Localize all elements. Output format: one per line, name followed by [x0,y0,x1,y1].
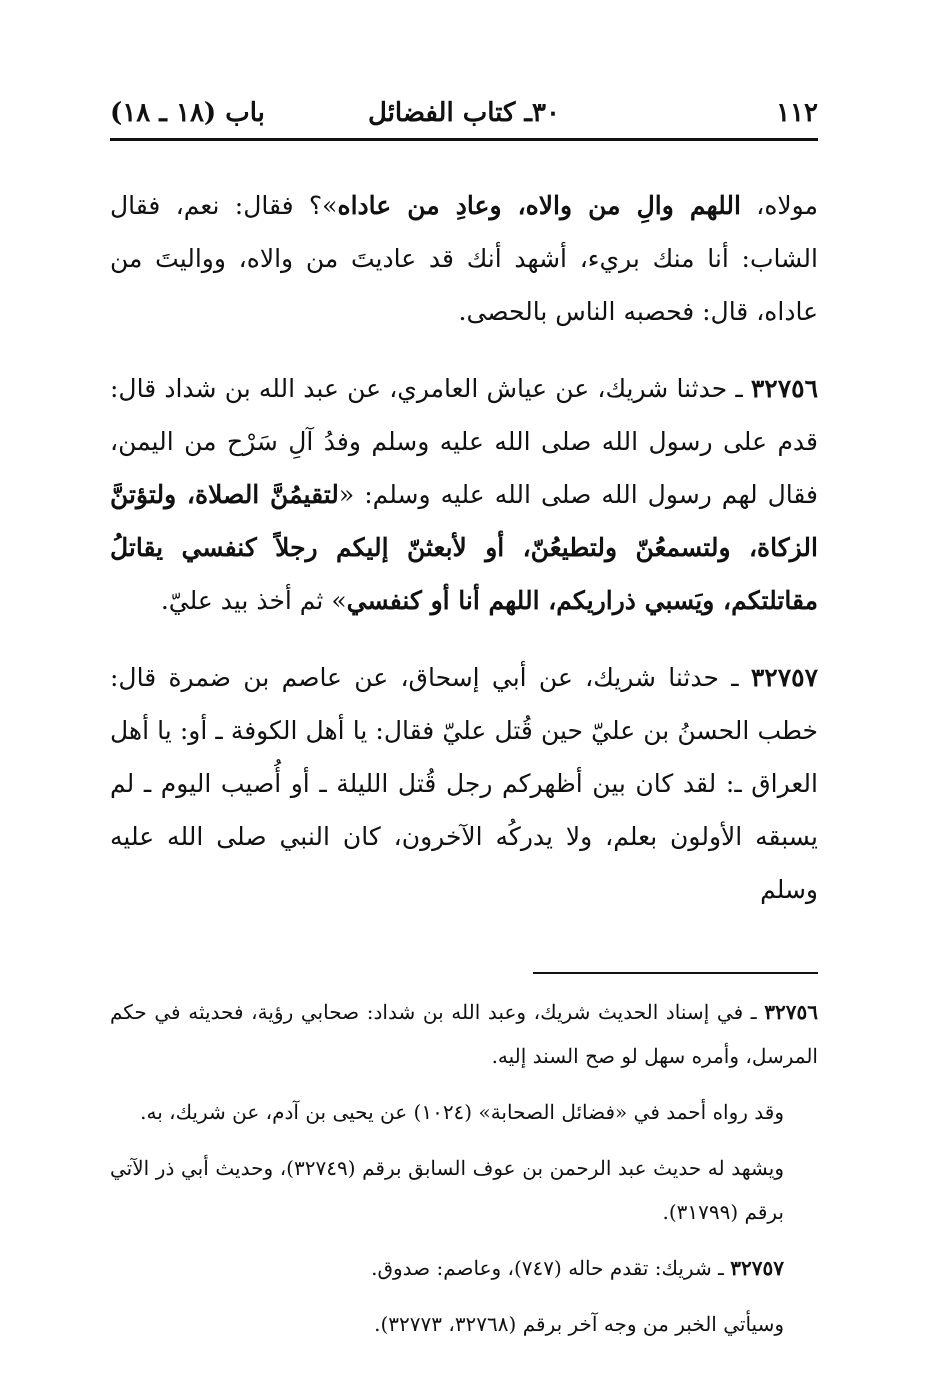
hadith-32757: ٣٢٧٥٧ ـ حدثنا شريك، عن أبي إسحاق، عن عاصم بن ضمرة قال: خطب الحسنُ بن عليّ حين قُتل عليّ فقال: يا أهل الكوفة ـ أو: يا أهل العراق ـ: لقد كان بين أظهركم رجل قُتل الليلة ـ أو أُصيب اليوم ـ لم يسبقه الأولون بعلم، ولا يدركُه الآخرون، كان النبي صلى الله عليه وسلم [110,663,818,904]
footnote-number: ٣٢٧٥٦ [764,1000,818,1024]
footnote-narration: وقد رواه أحمد في «فضائل الصحابة» (١٠٢٤) عن يحيى بن آدم، عن شريك، به. [140,1100,784,1124]
footnote-32757: ٣٢٧٥٧ ـ شريك: تقدم حاله (٧٤٧)، وعاصم: صدوق. [371,1256,784,1280]
chapter-reference: باب (١٨ ـ ١٨) [110,98,265,128]
hadith-32756: ٣٢٧٥٦ ـ حدثنا شريك، عن عياش العامري، عن عبد الله بن شداد قال: قدم على رسول الله صلى الله عليه وسلم وفدُ آلِ سَرْح من اليمن، فقال لهم رسول الله صلى الله عليه وسلم: «لتقيمُنَّ الصلاة، ولتؤتنَّ الزكاة، ولتسمعُنّ ولتطيعُنّ، أو لأبعثنّ إليكم رجلاً كنفسي يقاتلُ مقاتلتكم، ويَسبي ذراريكم، اللهم أنا أو كنفسي» ثم أخذ بيد عليّ. [110,374,818,615]
page-number: ١١٢ [776,98,818,128]
book-title: ٣٠ـ كتاب الفضائل [368,98,560,128]
quoted-hadith-text: اللهم والِ من والاه، وعادِ من عاداه [337,191,741,220]
main-text [110,179,818,916]
footnote-cross-reference: وسيأتي الخبر من وجه آخر برقم (٣٢٧٦٨، ٣٢٧٧٣). [374,1312,784,1336]
quoted-hadith-text: لتقيمُنَّ الصلاة، ولتؤتنَّ الزكاة، ولتسمعُنّ ولتطيعُنّ، أو لأبعثنّ إليكم رجلاً كنفسي يقاتلُ مقاتلتكم، ويَسبي ذراريكم، اللهم أنا أو كنفسي [110,480,818,615]
footnote-number: ٣٢٧٥٧ [730,1256,784,1280]
book-page [110,92,818,1358]
footnote-32756: ٣٢٧٥٦ ـ في إسناد الحديث شريك، وعبد الله بن شداد: صحابي رؤية، فحديثه في حكم المرسل، وأمره سهل لو صح السند إليه. [110,1000,818,1068]
page-header [110,92,818,141]
footnote-divider [533,972,818,974]
footnotes [110,990,818,1346]
hadith-number: ٣٢٧٥٧ [750,663,818,692]
hadith-number: ٣٢٧٥٦ [750,374,818,403]
footnote-supporting: ويشهد له حديث عبد الرحمن بن عوف السابق برقم (٣٢٧٤٩)، وحديث أبي ذر الآتي برقم (٣١٧٩٩). [110,1156,784,1224]
paragraph-continuation: مولاه، اللهم والِ من والاه، وعادِ من عاداه»؟ فقال: نعم، فقال الشاب: أنا منك بريء، أشهد أنك قد عاديتَ من والاه، وواليتَ من عاداه، قال: فحصبه الناس بالحصى. [110,191,818,326]
